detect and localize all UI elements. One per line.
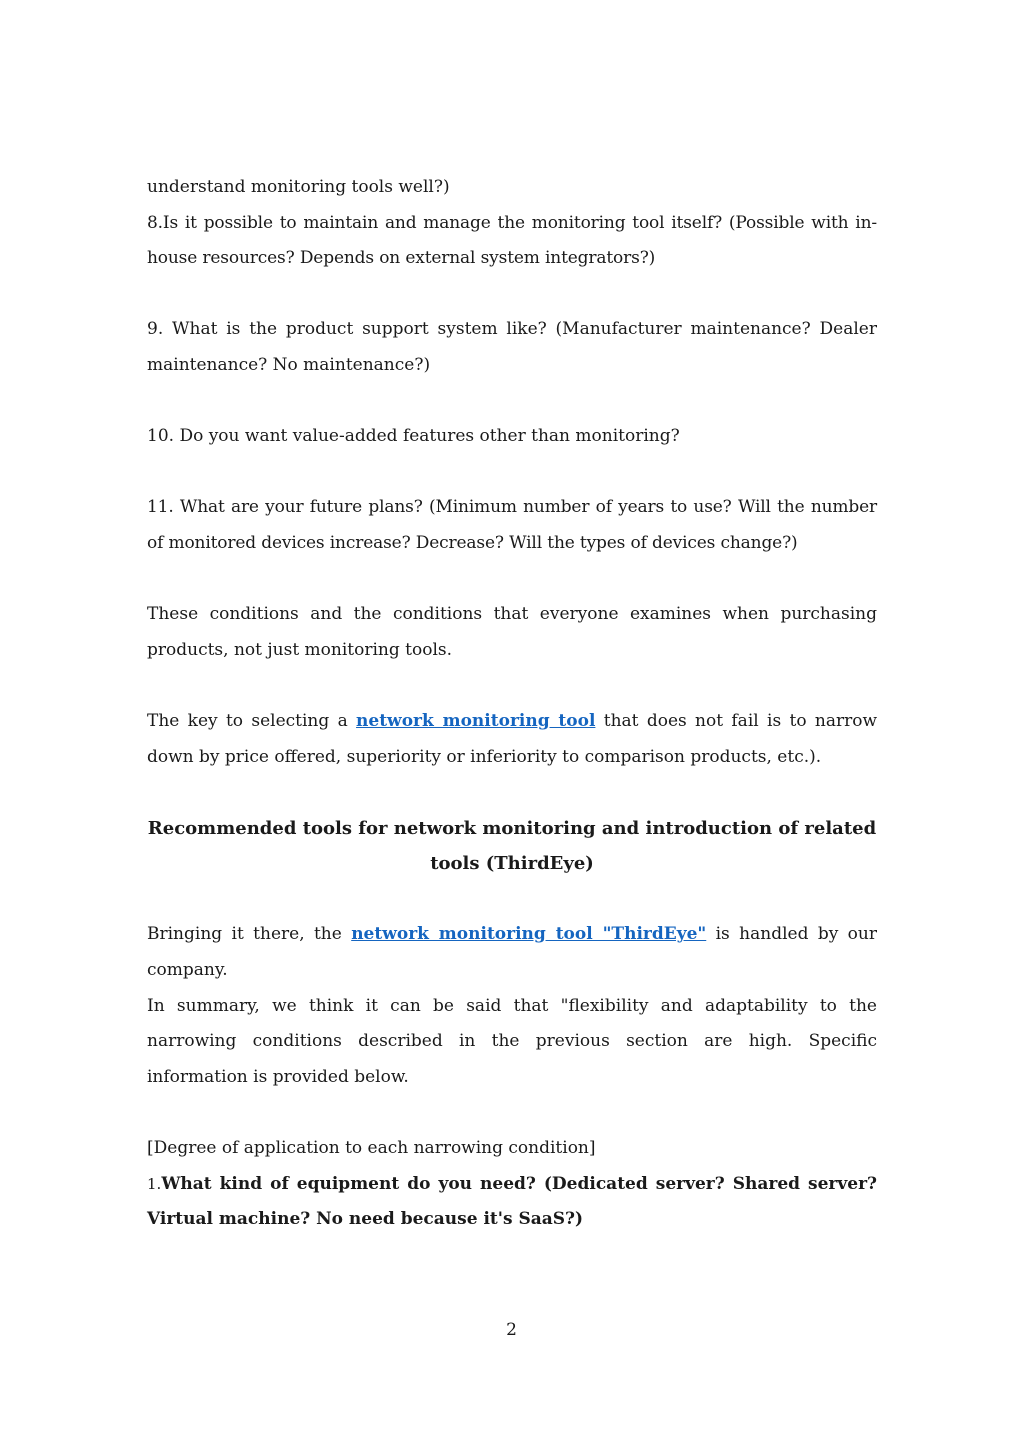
text-after-link: is handled by our company. [147, 924, 877, 981]
document-body [147, 170, 877, 1238]
key-selection-paragraph [147, 704, 877, 775]
text-after-link: that does not fail is to narrow down by price offered, superiority or inferiority to comparison products, etc.). [147, 710, 878, 767]
condition-number: 1. [147, 1174, 162, 1193]
condition-text: What kind of equipment do you need? (Dedicated server? Shared server? Virtual machine? No need because it's SaaS?) [147, 1173, 877, 1230]
spacer [147, 455, 877, 491]
thirdeye-link[interactable]: network monitoring tool "ThirdEye" [351, 924, 707, 945]
spacer [147, 668, 877, 704]
degree-of-application-label: [Degree of application to each narrowing condition] [147, 1138, 596, 1159]
conditions-paragraph: These conditions and the conditions that everyone examines when purchasing products, not just monitoring tools. [147, 604, 877, 660]
text-before-link: The key to selecting a [147, 710, 357, 731]
section-heading: Recommended tools for network monitoring and introduction of related tools (ThirdEye) [147, 817, 877, 875]
spacer [147, 1095, 877, 1131]
text-before-link: Bringing it there, the [147, 924, 352, 945]
spacer [147, 562, 877, 598]
page-number: 2 [506, 1320, 517, 1340]
summary-paragraph: In summary, we think it can be said that "flexibility and adaptability to the narrowing conditions described in the previous section are high. Specific information is provided below. [147, 995, 877, 1087]
spacer [147, 775, 877, 811]
spacer [147, 384, 877, 420]
question-11: 11. What are your future plans? (Minimum number of years to use? Will the number of monitored devices increase? Decrease? Will the types of devices change?) [147, 497, 877, 553]
question-8: 8.Is it possible to maintain and manage the monitoring tool itself? (Possible with in-house resources? Depends on external system integrators?) [147, 212, 877, 269]
spacer [147, 277, 877, 313]
thirdeye-intro-paragraph [147, 917, 877, 988]
question-10: 10. Do you want value-added features other than monitoring? [147, 426, 680, 447]
spacer [147, 882, 877, 918]
paragraph-continuation: understand monitoring tools well?) [147, 177, 450, 197]
network-monitoring-tool-link[interactable]: network monitoring tool [356, 710, 596, 731]
condition-1 [147, 1167, 877, 1238]
question-9: 9. What is the product support system like? (Manufacturer maintenance? Dealer maintenance? No maintenance?) [147, 319, 877, 375]
